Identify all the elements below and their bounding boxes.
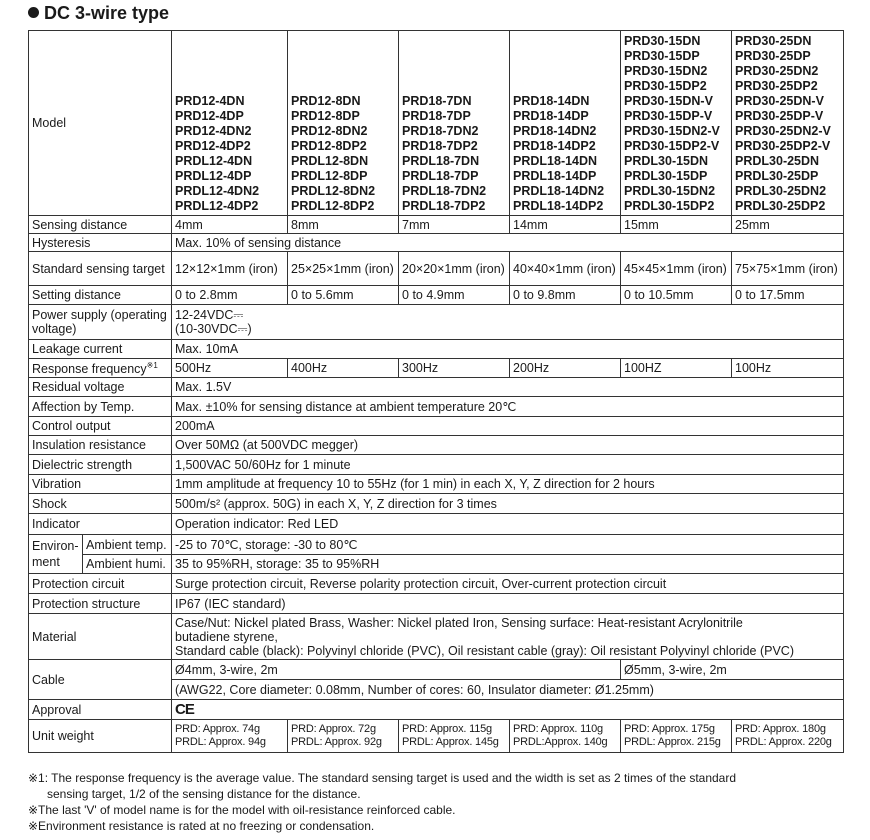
value-cell: 300Hz (399, 359, 510, 378)
model-name: PRDL30-15DP2 (624, 199, 715, 213)
label-unit-weight: Unit weight (29, 720, 172, 753)
model-name: PRD30-15DN (624, 34, 701, 48)
row-cable (29, 660, 844, 680)
model-name: PRD30-25DN2 (735, 64, 819, 78)
weight-line: PRDL: Approx. 220g (735, 736, 832, 748)
model-name: PRDL12-4DN (175, 154, 253, 168)
label-control: Control output (29, 417, 172, 436)
weight-line: PRDL:Approx. 140g (513, 736, 608, 748)
value-cell: 25×25×1mm (iron) (288, 252, 399, 286)
model-name: PRD18-14DN (513, 94, 590, 108)
value-cell (399, 720, 510, 753)
row-power-supply (29, 305, 844, 340)
value-cell: Ø5mm, 3-wire, 2m (621, 660, 844, 680)
value-cell: 0 to 9.8mm (510, 286, 621, 305)
label-insulation: Insulation resistance (29, 436, 172, 455)
value-cell: 200mA (172, 417, 844, 436)
value-cell: 0 to 2.8mm (172, 286, 288, 305)
label-shock: Shock (29, 494, 172, 514)
weight-line: PRD: Approx. 180g (735, 723, 826, 735)
label-hysteresis: Hysteresis (29, 234, 172, 252)
footnotes (28, 770, 736, 834)
value-cell: 0 to 10.5mm (621, 286, 732, 305)
row-setting-distance (29, 286, 844, 305)
value-cell (288, 720, 399, 753)
label-setting-distance: Setting distance (29, 286, 172, 305)
model-name: PRDL30-15DN2 (624, 184, 716, 198)
value-cell: Ø4mm, 3-wire, 2m (172, 660, 621, 680)
model-name: PRD30-25DN-V (735, 94, 824, 108)
value-cell: 14mm (510, 216, 621, 234)
value-cell: 4mm (172, 216, 288, 234)
model-name: PRD12-8DN (291, 94, 361, 108)
label-response (29, 359, 172, 378)
row-shock (29, 494, 844, 514)
model-name: PRD30-15DN2-V (624, 124, 720, 138)
value-cell: Max. 10mA (172, 340, 844, 359)
model-name: PRD18-14DP (513, 109, 589, 123)
weight-line: PRDL: Approx. 145g (402, 736, 499, 748)
value-cell: 1mm amplitude at frequency 10 to 55Hz (for 1 min) in each X, Y, Z direction for 2 hours (172, 475, 844, 494)
label-indicator: Indicator (29, 514, 172, 535)
material-line: Standard cable (black): Polyvinyl chloride (PVC), Oil resistant cable (gray): Oil resistant Polyvinyl chloride (PVC) (175, 643, 794, 658)
value-cell: 100Hz (732, 359, 844, 378)
model-cell (399, 31, 510, 216)
model-name: PRD12-8DP2 (291, 139, 367, 153)
value-cell (172, 700, 844, 720)
model-name: PRDL12-4DN2 (175, 184, 260, 198)
model-name: PRDL12-8DP2 (291, 199, 375, 213)
model-name: PRDL18-7DP2 (402, 199, 486, 213)
label-material: Material (29, 614, 172, 660)
row-sensing-distance (29, 216, 844, 234)
model-name: PRD30-25DP2-V (735, 139, 831, 153)
footnote: sensing target, 1/2 of the sensing distance for the distance. (47, 787, 361, 801)
model-name: PRD12-8DP (291, 109, 360, 123)
weight-line: PRD: Approx. 72g (291, 723, 376, 735)
model-name: PRDL30-25DN (735, 154, 820, 168)
value-cell: Max. 1.5V (172, 378, 844, 397)
material-line: butadiene styrene, (175, 629, 278, 644)
model-name: PRDL18-14DP (513, 169, 597, 183)
row-indicator (29, 514, 844, 535)
value-cell: 200Hz (510, 359, 621, 378)
label-model: Model (29, 31, 172, 216)
model-cell (621, 31, 732, 216)
footnote: ※Environment resistance is rated at no freezing or condensation. (28, 819, 375, 833)
model-name: PRD30-15DP (624, 49, 700, 63)
value-cell: 400Hz (288, 359, 399, 378)
model-name: PRD12-4DP (175, 109, 244, 123)
value-cell: Surge protection circuit, Reverse polarity protection circuit, Over-current protection circuit (172, 574, 844, 594)
footnote-mark: ※1 (146, 361, 158, 371)
model-name: PRD18-14DN2 (513, 124, 597, 138)
value-cell (510, 720, 621, 753)
model-name: PRD30-15DN2 (624, 64, 708, 78)
model-name: PRD30-25DP-V (735, 109, 824, 123)
label-affection: Affection by Temp. (29, 397, 172, 417)
model-name: PRD12-4DP2 (175, 139, 251, 153)
row-model (29, 31, 844, 216)
model-name: PRDL12-4DP (175, 169, 252, 183)
row-standard-target (29, 252, 844, 286)
label-cable: Cable (29, 660, 172, 700)
model-name: PRD18-7DP2 (402, 139, 478, 153)
model-name: PRD30-25DN2-V (735, 124, 831, 138)
model-name: PRD12-8DN2 (291, 124, 368, 138)
label-dielectric: Dielectric strength (29, 455, 172, 475)
label-sensing-distance: Sensing distance (29, 216, 172, 234)
model-name: PRD30-15DP2 (624, 79, 707, 93)
value-cell: Max. ±10% for sensing distance at ambient temperature 20℃ (172, 397, 844, 417)
value-cell: 25mm (732, 216, 844, 234)
label-ambient-humi: Ambient humi. (83, 555, 172, 574)
material-line: Case/Nut: Nickel plated Brass, Washer: Nickel plated Iron, Sensing surface: Heat-resistant Acrylonitrile (175, 615, 743, 630)
label-environment: Environ-ment (29, 535, 83, 574)
model-name: PRDL30-25DP2 (735, 199, 826, 213)
value-cell (172, 720, 288, 753)
value-cell: 20×20×1mm (iron) (399, 252, 510, 286)
model-name: PRDL30-15DN (624, 154, 709, 168)
value-cell: 12×12×1mm (iron) (172, 252, 288, 286)
spec-table (28, 30, 844, 753)
row-dielectric (29, 455, 844, 475)
value-cell: 40×40×1mm (iron) (510, 252, 621, 286)
model-name: PRD30-25DP (735, 49, 811, 63)
value-cell: 100HZ (621, 359, 732, 378)
row-response (29, 359, 844, 378)
model-name: PRD18-7DN2 (402, 124, 479, 138)
weight-line: PRD: Approx. 110g (513, 723, 603, 735)
value-cell: 35 to 95%RH, storage: 35 to 95%RH (172, 555, 844, 574)
label-residual: Residual voltage (29, 378, 172, 397)
weight-line: PRD: Approx. 115g (402, 723, 492, 735)
row-affection (29, 397, 844, 417)
value-cell: (AWG22, Core diameter: 0.08mm, Number of cores: 60, Insulator diameter: Ø1.25mm) (172, 680, 844, 700)
footnote: ※The last 'V' of model name is for the model with oil-resistance reinforced cable. (28, 803, 456, 817)
value-cell: 7mm (399, 216, 510, 234)
model-name: PRDL30-15DP (624, 169, 708, 183)
model-cell (172, 31, 288, 216)
power-line: (10-30VDC⎓) (175, 322, 252, 336)
model-name: PRD12-4DN2 (175, 124, 252, 138)
model-name: PRD30-25DN (735, 34, 812, 48)
section-title: DC 3-wire type (28, 3, 169, 24)
label-text: Response frequency (32, 362, 147, 377)
label-approval: Approval (29, 700, 172, 720)
model-name: PRD30-15DP-V (624, 109, 713, 123)
value-cell: IP67 (IEC standard) (172, 594, 844, 614)
ce-mark-icon: CE (175, 700, 194, 718)
value-cell: 8mm (288, 216, 399, 234)
model-name: PRDL30-25DN2 (735, 184, 827, 198)
value-cell: Operation indicator: Red LED (172, 514, 844, 535)
value-cell: 15mm (621, 216, 732, 234)
label-protection-circuit: Protection circuit (29, 574, 172, 594)
value-cell (172, 614, 844, 660)
row-vibration (29, 475, 844, 494)
model-name: PRDL30-25DP (735, 169, 819, 183)
model-name: PRDL18-14DP2 (513, 199, 604, 213)
value-cell: 500Hz (172, 359, 288, 378)
model-name: PRDL18-14DN2 (513, 184, 605, 198)
value-cell: 1,500VAC 50/60Hz for 1 minute (172, 455, 844, 475)
row-ambient-temp (29, 535, 844, 555)
label-vibration: Vibration (29, 475, 172, 494)
model-name: PRDL18-7DP (402, 169, 479, 183)
value-cell: 0 to 4.9mm (399, 286, 510, 305)
row-approval (29, 700, 844, 720)
model-name: PRDL12-8DN (291, 154, 369, 168)
row-leakage (29, 340, 844, 359)
row-ambient-humi (29, 555, 844, 574)
model-name: PRDL18-7DN2 (402, 184, 487, 198)
value-cell: Max. 10% of sensing distance (172, 234, 844, 252)
value-cell (172, 305, 844, 340)
model-name: PRD18-14DP2 (513, 139, 596, 153)
model-name: PRD30-15DN-V (624, 94, 713, 108)
row-protection-circuit (29, 574, 844, 594)
bullet-icon (28, 7, 39, 18)
footnote: ※1: The response frequency is the average value. The standard sensing target is used and the width is set as 2 times of the standard (28, 771, 737, 785)
weight-line: PRDL: Approx. 94g (175, 736, 266, 748)
label-ambient-temp: Ambient temp. (83, 535, 172, 555)
model-cell (288, 31, 399, 216)
model-name: PRDL12-4DP2 (175, 199, 259, 213)
row-control (29, 417, 844, 436)
row-residual (29, 378, 844, 397)
label-protection-structure: Protection structure (29, 594, 172, 614)
model-name: PRDL18-7DN (402, 154, 480, 168)
weight-line: PRD: Approx. 74g (175, 723, 260, 735)
value-cell: 0 to 5.6mm (288, 286, 399, 305)
weight-line: PRD: Approx. 175g (624, 723, 715, 735)
model-cell (510, 31, 621, 216)
label-power-supply: Power supply (operating voltage) (29, 305, 172, 340)
row-material (29, 614, 844, 660)
value-cell: 500m/s² (approx. 50G) in each X, Y, Z direction for 3 times (172, 494, 844, 514)
model-cell (732, 31, 844, 216)
model-name: PRDL18-14DN (513, 154, 598, 168)
value-cell: Over 50MΩ (at 500VDC megger) (172, 436, 844, 455)
value-cell (621, 720, 732, 753)
model-name: PRD18-7DN (402, 94, 472, 108)
value-cell (732, 720, 844, 753)
row-hysteresis (29, 234, 844, 252)
model-name: PRD30-25DP2 (735, 79, 818, 93)
row-insulation (29, 436, 844, 455)
model-name: PRDL12-8DP (291, 169, 368, 183)
value-cell: 45×45×1mm (iron) (621, 252, 732, 286)
model-name: PRD12-4DN (175, 94, 245, 108)
row-protection-structure (29, 594, 844, 614)
value-cell: 0 to 17.5mm (732, 286, 844, 305)
model-name: PRD30-15DP2-V (624, 139, 720, 153)
weight-line: PRDL: Approx. 215g (624, 736, 721, 748)
value-cell: -25 to 70℃, storage: -30 to 80℃ (172, 535, 844, 555)
row-unit-weight (29, 720, 844, 753)
weight-line: PRDL: Approx. 92g (291, 736, 382, 748)
model-name: PRD18-7DP (402, 109, 471, 123)
label-standard-target: Standard sensing target (29, 252, 172, 286)
value-cell: 75×75×1mm (iron) (732, 252, 844, 286)
label-leakage: Leakage current (29, 340, 172, 359)
model-name: PRDL12-8DN2 (291, 184, 376, 198)
power-line: 12-24VDC⎓ (175, 308, 244, 322)
